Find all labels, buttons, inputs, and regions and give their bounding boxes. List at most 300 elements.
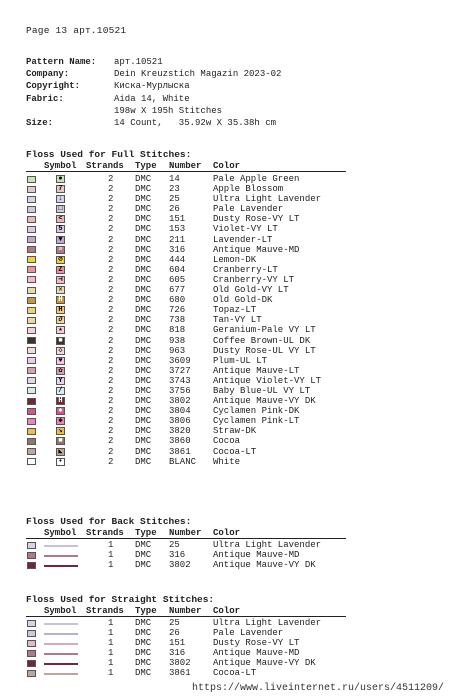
type-cell: DMC [135,406,152,417]
type-cell: DMC [135,396,152,407]
color-swatch [27,206,36,213]
strands-cell: 1 [108,550,114,561]
color-name-cell: Cocoa-LT [213,446,257,457]
stitch-symbol-icon: 5 [56,225,65,233]
color-name-cell: Ultra Light Lavender [213,618,322,628]
stitch-line-icon [44,555,78,557]
color-name-cell: Topaz-LT [213,305,257,316]
strands-cell: 2 [108,355,114,366]
color-name-cell: Cranberry-LT [213,264,278,275]
back-stitches-header [26,528,346,539]
type-cell: DMC [135,224,152,235]
header-type: Type [135,161,157,171]
info-row-stitches [26,105,281,117]
stitch-symbol-icon: Z [56,266,65,274]
number-cell: 151 [169,638,186,649]
color-name-cell: Dusty Rose-VY LT [213,638,300,649]
type-cell: DMC [135,174,152,184]
info-row-copyright [26,80,281,92]
color-swatch [27,357,36,364]
strands-cell: 2 [108,436,114,447]
number-cell: 3802 [169,396,191,407]
color-swatch [27,287,36,294]
strands-cell: 2 [108,406,114,417]
color-name-cell: Antique Mauve-LT [213,365,300,376]
strands-cell: 2 [108,416,114,427]
color-name-cell: White [213,456,241,467]
floss-row [26,406,346,416]
type-cell: DMC [135,436,152,447]
floss-row [26,336,346,346]
color-swatch [27,236,36,243]
info-row-fabric [26,93,281,105]
color-name-cell: Dusty Rose-UL VY LT [213,345,316,356]
type-cell: DMC [135,618,152,628]
header-color: Color [213,161,241,171]
color-name-cell: Old Gold-VY LT [213,285,289,296]
stitch-symbol-icon: ⊣ [56,276,65,284]
floss-row [26,275,346,285]
color-name-cell: Straw-DK [213,426,257,437]
color-name-cell: Antique Mauve-MD [213,550,300,561]
back-stitches-title: Floss Used for Back Stitches: [26,516,192,527]
strands-cell: 2 [108,244,114,255]
stitch-symbol-icon: ■ [56,337,65,345]
stitch-symbol-icon: □ [56,205,65,213]
type-cell: DMC [135,285,152,296]
color-swatch [27,317,36,324]
info-value: 14 Count, 35.92w X 35.38h cm [114,117,277,128]
stitch-symbol-icon: ∂ [56,316,65,324]
stitch-line-icon [44,663,78,665]
number-cell: 3861 [169,668,191,679]
stitch-symbol-icon: ★ [56,326,65,334]
info-label: Size: [26,117,54,128]
info-value: Aida 14, White [114,93,190,104]
stitch-symbol-icon: ● [56,175,65,183]
color-swatch [27,377,36,384]
color-name-cell: Antique Mauve-VY DK [213,560,316,571]
color-name-cell: Cocoa [213,436,241,447]
type-cell: DMC [135,325,152,336]
number-cell: 738 [169,315,186,326]
color-swatch [27,650,36,657]
type-cell: DMC [135,628,152,639]
color-name-cell: Pale Apple Green [213,174,300,184]
info-label [26,105,114,117]
strands-cell: 2 [108,385,114,396]
type-cell: DMC [135,456,152,467]
color-swatch [27,297,36,304]
strands-cell: 2 [108,285,114,296]
header-number: Number [169,161,202,171]
number-cell: 3727 [169,365,191,376]
floss-row [26,255,346,265]
header-symbol: Symbol [44,528,77,538]
stitch-symbol-icon: ✕ [56,286,65,294]
floss-row [26,376,346,386]
stitch-symbol-icon: ↘ [56,427,65,435]
stitch-symbol-icon: ≡ [56,246,65,254]
floss-row [26,658,346,668]
stitch-symbol-icon: H [56,397,65,405]
number-cell: 316 [169,648,186,659]
number-cell: 3756 [169,385,191,396]
header-symbol: Symbol [44,161,77,171]
floss-row [26,356,346,366]
header-strands: Strands [86,161,124,171]
number-cell: 25 [169,194,180,205]
stitch-symbol-icon: ■ [56,437,65,445]
info-row-size [26,117,281,129]
type-cell: DMC [135,638,152,649]
number-cell: 3861 [169,446,191,457]
pattern-info [26,56,281,129]
color-name-cell: Violet-VY LT [213,224,278,235]
color-name-cell: Lemon-DK [213,254,257,265]
number-cell: 605 [169,274,186,285]
info-label: Fabric: [26,93,64,104]
number-cell: 14 [169,174,180,184]
strands-cell: 1 [108,540,114,550]
color-name-cell: Cranberry-VY LT [213,274,295,285]
floss-row [26,648,346,658]
color-name-cell: Cyclamen Pink-DK [213,406,300,417]
floss-row [26,618,346,628]
type-cell: DMC [135,274,152,285]
number-cell: 680 [169,295,186,306]
floss-row [26,668,346,678]
stitch-line-icon [44,673,78,675]
stitch-symbol-icon: Y [56,377,65,385]
color-swatch [27,418,36,425]
header-color: Color [213,528,241,538]
type-cell: DMC [135,550,152,561]
floss-row [26,416,346,426]
type-cell: DMC [135,295,152,306]
number-cell: 3802 [169,658,191,669]
color-swatch [27,620,36,627]
strands-cell: 2 [108,224,114,235]
color-swatch [27,458,36,465]
color-swatch [27,176,36,183]
type-cell: DMC [135,345,152,356]
stitch-line-icon [44,653,78,655]
type-cell: DMC [135,446,152,457]
strands-cell: 2 [108,426,114,437]
color-name-cell: Antique Mauve-MD [213,244,300,255]
type-cell: DMC [135,426,152,437]
color-name-cell: Antique Mauve-VY DK [213,396,316,407]
type-cell: DMC [135,184,152,195]
type-cell: DMC [135,385,152,396]
header-symbol: Symbol [44,606,77,616]
strands-cell: 2 [108,446,114,457]
number-cell: 726 [169,305,186,316]
color-swatch [27,367,36,374]
floss-row [26,315,346,325]
strands-cell: 2 [108,214,114,225]
color-name-cell: Antique Mauve-VY DK [213,658,316,669]
color-swatch [27,216,36,223]
floss-row [26,214,346,224]
floss-row [26,204,346,214]
header-strands: Strands [86,528,124,538]
number-cell: 316 [169,550,186,561]
floss-row [26,325,346,335]
floss-row [26,550,346,560]
color-name-cell: Ultra Light Lavender [213,194,322,205]
number-cell: 3802 [169,560,191,571]
color-swatch [27,660,36,667]
header-type: Type [135,528,157,538]
type-cell: DMC [135,560,152,571]
type-cell: DMC [135,416,152,427]
color-name-cell: Antique Mauve-MD [213,648,300,659]
type-cell: DMC [135,264,152,275]
color-swatch [27,307,36,314]
color-swatch [27,256,36,263]
floss-row [26,194,346,204]
floss-row [26,285,346,295]
floss-row [26,224,346,234]
floss-row [26,638,346,648]
number-cell: 3820 [169,426,191,437]
number-cell: 23 [169,184,180,195]
info-value: Киска-Мурлыска [114,81,190,92]
full-stitches-list [26,174,346,467]
strands-cell: 2 [108,396,114,407]
floss-row [26,386,346,396]
strands-cell: 2 [108,325,114,336]
type-cell: DMC [135,365,152,376]
strands-cell: 2 [108,194,114,205]
color-name-cell: Geranium-Pale VY LT [213,325,316,336]
strands-cell: 1 [108,560,114,571]
strands-cell: 2 [108,295,114,306]
color-swatch [27,640,36,647]
floss-row [26,457,346,467]
number-cell: 211 [169,234,186,245]
color-name-cell: Tan-VY LT [213,315,262,326]
type-cell: DMC [135,540,152,550]
type-cell: DMC [135,658,152,669]
strands-cell: 2 [108,315,114,326]
number-cell: 151 [169,214,186,225]
info-row-pattern-name [26,56,281,68]
type-cell: DMC [135,204,152,215]
strands-cell: 2 [108,274,114,285]
stitch-symbol-icon: ◣ [56,448,65,456]
type-cell: DMC [135,234,152,245]
info-value: арт.10521 [114,57,163,67]
color-name-cell: Cyclamen Pink-LT [213,416,300,427]
color-swatch [27,552,36,559]
number-cell: 3806 [169,416,191,427]
floss-row [26,235,346,245]
header-strands: Strands [86,606,124,616]
stitch-symbol-icon: ✿ [56,367,65,375]
strands-cell: 1 [108,648,114,659]
number-cell: 25 [169,540,180,550]
color-swatch [27,448,36,455]
color-name-cell: Apple Blossom [213,184,284,195]
type-cell: DMC [135,375,152,386]
footer-url[interactable]: https://www.liveinternet.ru/users/4511209/ [192,683,445,694]
color-swatch [27,186,36,193]
color-swatch [27,196,36,203]
strands-cell: 2 [108,335,114,346]
stitch-symbol-icon: ⊘ [56,256,65,264]
color-name-cell: Cocoa-LT [213,668,257,679]
color-name-cell: Ultra Light Lavender [213,540,322,550]
stitch-symbol-icon: ◆ [56,417,65,425]
type-cell: DMC [135,194,152,205]
info-label: Pattern Name: [26,57,97,67]
strands-cell: 2 [108,254,114,265]
strands-cell: 1 [108,618,114,628]
type-cell: DMC [135,214,152,225]
color-name-cell: Antique Violet-VY LT [213,375,322,386]
stitch-line-icon [44,545,78,547]
color-swatch [27,670,36,677]
color-swatch [27,226,36,233]
stitch-line-icon [44,623,78,625]
number-cell: 3804 [169,406,191,417]
strands-cell: 2 [108,365,114,376]
floss-row [26,560,346,570]
page-header: Page 13 арт.10521 [26,25,127,36]
color-name-cell: Coffee Brown-UL DK [213,335,311,346]
color-swatch [27,398,36,405]
stitch-symbol-icon: ▼ [56,236,65,244]
color-name-cell: Plum-UL LT [213,355,268,366]
color-swatch [27,347,36,354]
stitch-line-icon [44,565,78,567]
header-color: Color [213,606,241,616]
number-cell: 938 [169,335,186,346]
number-cell: 963 [169,345,186,356]
floss-row [26,174,346,184]
floss-row [26,265,346,275]
stitch-symbol-icon: ◇ [56,347,65,355]
strands-cell: 2 [108,234,114,245]
color-swatch [27,408,36,415]
info-label: Company: [26,69,70,80]
color-name-cell: Dusty Rose-VY LT [213,214,300,225]
color-swatch [27,630,36,637]
color-swatch [27,266,36,273]
number-cell: 316 [169,244,186,255]
back-stitches-list [26,540,346,570]
floss-row [26,447,346,457]
color-swatch [27,438,36,445]
number-cell: 604 [169,264,186,275]
full-stitches-title: Floss Used for Full Stitches: [26,149,192,160]
type-cell: DMC [135,244,152,255]
number-cell: 25 [169,618,180,628]
straight-stitches-list [26,618,346,679]
floss-row [26,436,346,446]
number-cell: 153 [169,224,186,235]
color-name-cell: Pale Lavender [213,204,284,215]
color-swatch [27,542,36,549]
floss-row [26,184,346,194]
header-number: Number [169,528,202,538]
number-cell: 3743 [169,375,191,386]
straight-stitches-header [26,606,346,617]
info-label: Copyright: [26,81,81,92]
stitch-symbol-icon: • [56,458,65,466]
color-swatch [27,276,36,283]
strands-cell: 1 [108,628,114,639]
strands-cell: 2 [108,345,114,356]
info-row-company [26,68,281,80]
number-cell: 444 [169,254,186,265]
floss-row [26,628,346,638]
color-swatch [27,337,36,344]
number-cell: 26 [169,628,180,639]
strands-cell: 2 [108,184,114,195]
strands-cell: 2 [108,305,114,316]
strands-cell: 2 [108,204,114,215]
stitch-symbol-icon: H [56,306,65,314]
strands-cell: 1 [108,638,114,649]
color-swatch [27,327,36,334]
floss-row [26,426,346,436]
stitch-symbol-icon: 7 [56,185,65,193]
floss-row [26,295,346,305]
color-swatch [27,428,36,435]
type-cell: DMC [135,355,152,366]
color-name-cell: Baby Blue-UL VY LT [213,385,311,396]
floss-row [26,366,346,376]
strands-cell: 1 [108,668,114,679]
header-number: Number [169,606,202,616]
color-swatch [27,387,36,394]
floss-row [26,540,346,550]
strands-cell: 2 [108,375,114,386]
number-cell: 26 [169,204,180,215]
number-cell: 818 [169,325,186,336]
strands-cell: 2 [108,456,114,467]
stitch-symbol-icon: H [56,296,65,304]
type-cell: DMC [135,648,152,659]
strands-cell: 1 [108,658,114,669]
stitch-symbol-icon: ♥ [56,357,65,365]
number-cell: 3860 [169,436,191,447]
color-name-cell: Old Gold-DK [213,295,273,306]
number-cell: BLANC [169,456,197,467]
stitch-symbol-icon: ↓ [56,195,65,203]
info-value: 198w X 195h Stitches [114,105,223,116]
straight-stitches-title: Floss Used for Straight Stitches: [26,594,215,605]
color-name-cell: Pale Lavender [213,628,284,639]
stitch-line-icon [44,633,78,635]
info-value: Dein Kreuzstich Magazin 2023-02 [114,69,282,80]
color-name-cell: Lavender-LT [213,234,273,245]
strands-cell: 2 [108,174,114,184]
stitch-symbol-icon: < [56,215,65,223]
header-type: Type [135,606,157,616]
type-cell: DMC [135,305,152,316]
color-swatch [27,246,36,253]
number-cell: 3609 [169,355,191,366]
type-cell: DMC [135,335,152,346]
stitch-line-icon [44,643,78,645]
floss-row [26,305,346,315]
floss-row [26,396,346,406]
